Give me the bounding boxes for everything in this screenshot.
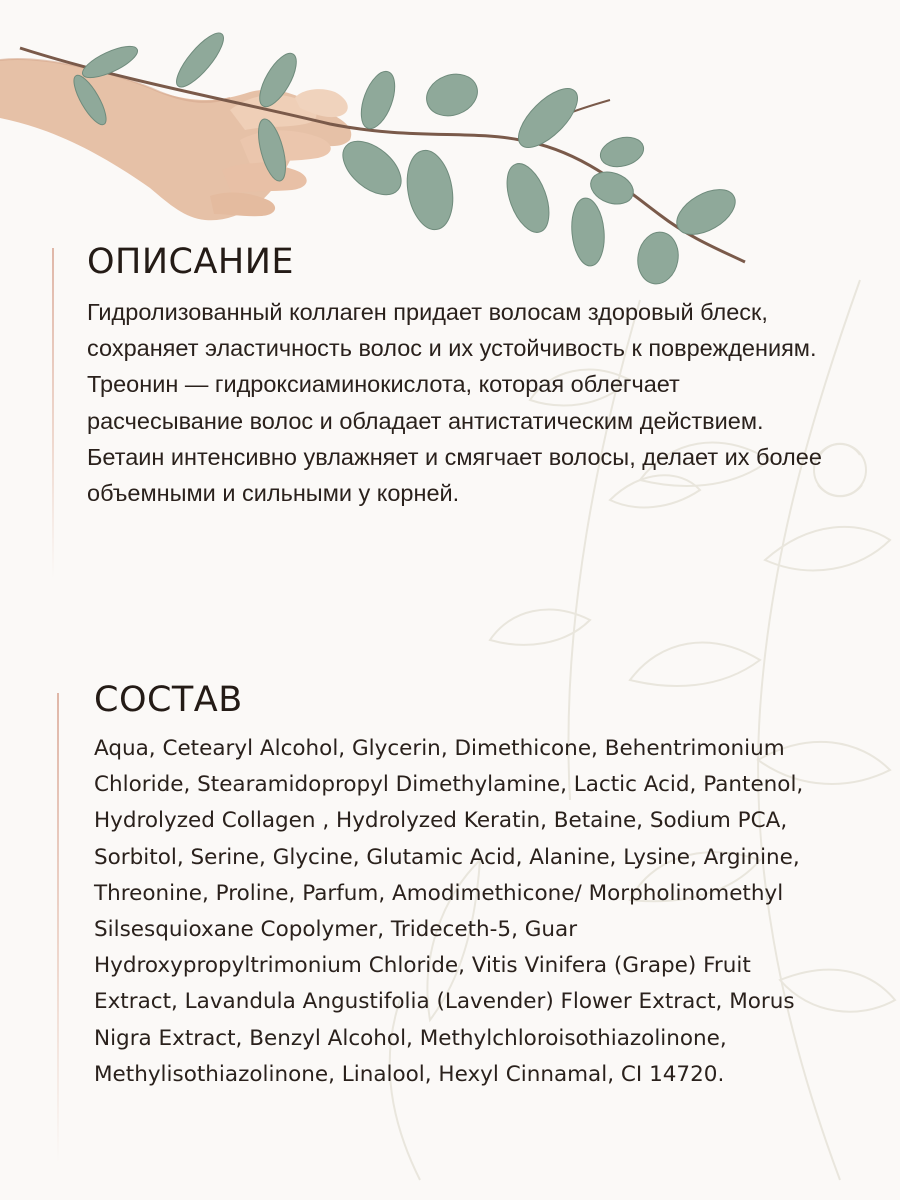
ingredients-accent-bar [57,693,59,1163]
description-paragraph-betaine: Бетаин интенсивно увлажняет и смягчает волосы, делает их более объемными и сильными у корней. [87,443,822,507]
description-section [52,232,852,511]
description-heading: ОПИСАНИЕ [87,242,295,282]
ingredients-heading: СОСТАВ [94,680,243,720]
ingredients-section [57,677,857,1093]
description-body [52,294,837,511]
ingredients-list: Aqua, Cetearyl Alcohol, Glycerin, Dimethicone, Behentrimonium Chloride, Stearamidopropyl Dimethylamine, Lactic Acid, Pantenol, Hydrolyzed Collagen , Hydrolyzed Keratin, Betaine, Sodium PCA, Sorbitol, Serine, Glycine, Glutamic Acid, Alanine, Lysine, Arginine, Threonine, Proline, Parfum, Amodimethicone/ Morpholinomethyl Silsesquioxane Copolymer, Trideceth-5, Guar Hydroxypropyltrimonium Chloride, Vitis Vinifera (Grape) Fruit Extract, Lavandula Angustifolia (Lavender) Flower Extract, Morus Nigra Extract, Benzyl Alcohol, Methylchloroisothiazolinone, Methylisothiazolinone, Linalool, Hexyl Cinnamal, CI 14720. [94,736,804,1087]
description-paragraph-collagen: Гидролизованный коллаген придает волосам здоровый блеск, сохраняет эластичность волос и их устойчивость к повреждениям. [87,299,817,362]
description-paragraph-threonine: Треонин — гидроксиаминокислота, которая облегчает расчесывание волос и обладает антистатическим действием. [87,371,764,434]
description-accent-bar [52,248,54,578]
